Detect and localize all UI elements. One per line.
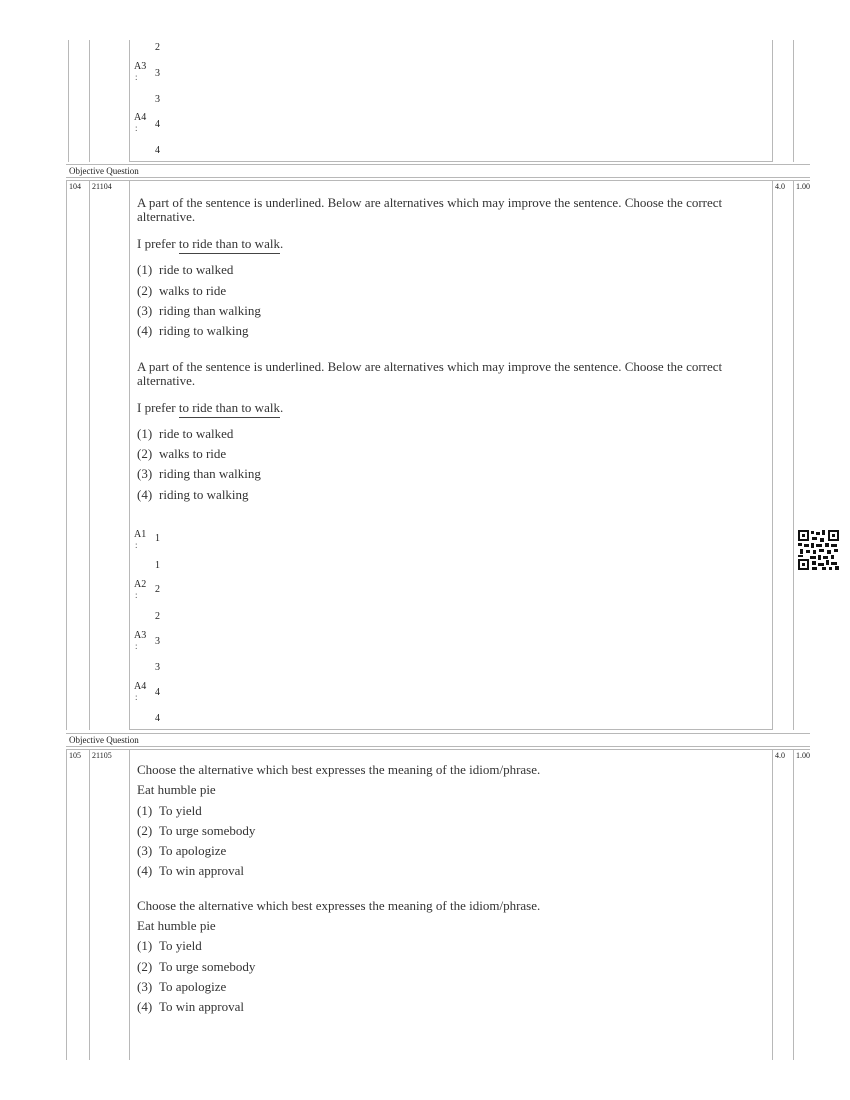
sentence-prefix: I prefer	[137, 400, 179, 415]
grid-line	[66, 180, 67, 730]
grid-line	[772, 749, 773, 1060]
question-sl-no: 105	[69, 751, 81, 760]
option	[137, 426, 233, 442]
option-text: ride to walked	[159, 426, 234, 441]
grid-line	[66, 733, 810, 734]
option-text: To yield	[159, 938, 202, 953]
option-number: (1)	[137, 262, 153, 277]
option-number: (3)	[137, 303, 153, 318]
grid-line	[793, 749, 794, 1060]
option	[137, 823, 255, 839]
option-text: To apologize	[159, 979, 227, 994]
idiom-phrase: Eat humble pie	[137, 782, 216, 797]
option-number: (3)	[137, 979, 153, 994]
grid-line	[89, 40, 90, 162]
answer-label: A3	[134, 61, 147, 72]
answer-colon: :	[135, 641, 138, 651]
option-text: riding than walking	[159, 466, 261, 481]
option	[137, 446, 226, 462]
answer-value: 4	[155, 713, 160, 724]
grid-line	[66, 749, 810, 750]
question-sentence	[137, 236, 283, 252]
option-text: riding to walking	[159, 487, 249, 502]
option-number: (1)	[137, 426, 153, 441]
qr-code	[798, 530, 839, 570]
option-text: To yield	[159, 803, 202, 818]
option-value: 4	[155, 687, 160, 698]
answer-label: A1	[134, 529, 147, 540]
grid-line	[129, 40, 130, 162]
question-sentence	[137, 400, 283, 416]
option	[137, 843, 226, 859]
option-text: walks to ride	[159, 283, 227, 298]
grid-line	[66, 749, 67, 1060]
grid-line	[66, 180, 810, 181]
grid-line	[89, 749, 90, 1060]
option-number: (4)	[137, 863, 153, 878]
grid-line	[129, 749, 130, 1060]
option-text: riding than walking	[159, 303, 261, 318]
option	[137, 303, 261, 319]
answer-value: 2	[155, 42, 160, 53]
option-number: (4)	[137, 323, 153, 338]
answer-label: A4	[134, 112, 147, 123]
option-number: (2)	[137, 446, 153, 461]
grid-line	[68, 40, 69, 162]
option	[137, 863, 244, 879]
option	[137, 262, 233, 278]
question-negative: 1.00	[796, 751, 810, 760]
question-stem: Choose the alternative which best expresses the meaning of the idiom/phrase.	[137, 898, 541, 913]
sentence-suffix: .	[279, 236, 284, 251]
option-text: riding to walking	[159, 323, 249, 338]
option-number: (3)	[137, 843, 153, 858]
grid-line	[129, 180, 130, 730]
sentence-suffix: .	[279, 400, 284, 415]
grid-line	[129, 161, 773, 162]
answer-value: 3	[155, 662, 160, 673]
option	[137, 803, 202, 819]
grid-line	[793, 40, 794, 162]
answer-value: 4	[155, 145, 160, 156]
option-number: (3)	[137, 466, 153, 481]
option-value: 3	[155, 68, 160, 79]
idiom-phrase: Eat humble pie	[137, 918, 216, 933]
question-stem: A part of the sentence is underlined. Below are alternatives which may improve the sentence. Choose the correct alternative.	[137, 195, 723, 224]
grid-line	[66, 746, 810, 747]
question-sl-no: 104	[69, 182, 81, 191]
option	[137, 487, 249, 503]
section-label: Objective Question	[69, 735, 139, 745]
answer-colon: :	[135, 692, 138, 702]
option-value: 1	[155, 533, 160, 544]
sentence-underlined: to ride than to walk	[179, 236, 280, 254]
grid-line	[129, 729, 773, 730]
option-number: (1)	[137, 938, 153, 953]
option	[137, 979, 226, 995]
option	[137, 323, 249, 339]
answer-label: A2	[134, 579, 147, 590]
answer-colon: :	[135, 72, 138, 82]
option-value: 3	[155, 636, 160, 647]
answer-colon: :	[135, 590, 138, 600]
option-text: To apologize	[159, 843, 227, 858]
grid-line	[66, 177, 810, 178]
option-number: (2)	[137, 823, 153, 838]
sentence-prefix: I prefer	[137, 236, 179, 251]
option-text: To urge somebody	[159, 823, 256, 838]
option-text: walks to ride	[159, 446, 227, 461]
option	[137, 283, 226, 299]
option-value: 2	[155, 584, 160, 595]
question-id: 21104	[92, 182, 112, 191]
option-number: (2)	[137, 959, 153, 974]
answer-label: A4	[134, 681, 147, 692]
option-value: 4	[155, 119, 160, 130]
grid-line	[66, 164, 810, 165]
answer-value: 3	[155, 94, 160, 105]
option-number: (1)	[137, 803, 153, 818]
question-marks: 4.0	[775, 182, 785, 191]
question-stem: A part of the sentence is underlined. Below are alternatives which may improve the sentence. Choose the correct alternative.	[137, 359, 723, 388]
question-stem: Choose the alternative which best expresses the meaning of the idiom/phrase.	[137, 762, 541, 777]
option-text: To urge somebody	[159, 959, 256, 974]
answer-colon: :	[135, 540, 138, 550]
option-number: (2)	[137, 283, 153, 298]
option-text: ride to walked	[159, 262, 234, 277]
answer-label: A3	[134, 630, 147, 641]
option-number: (4)	[137, 487, 153, 502]
answer-value: 2	[155, 611, 160, 622]
grid-line	[89, 180, 90, 730]
answer-value: 1	[155, 560, 160, 571]
option	[137, 959, 255, 975]
question-id: 21105	[92, 751, 112, 760]
grid-line	[772, 40, 773, 162]
option-text: To win approval	[159, 863, 245, 878]
option	[137, 466, 261, 482]
question-marks: 4.0	[775, 751, 785, 760]
question-negative: 1.00	[796, 182, 810, 191]
option-number: (4)	[137, 999, 153, 1014]
option	[137, 938, 202, 954]
section-label: Objective Question	[69, 166, 139, 176]
answer-colon: :	[135, 123, 138, 133]
option	[137, 999, 244, 1015]
grid-line	[772, 180, 773, 730]
option-text: To win approval	[159, 999, 245, 1014]
sentence-underlined: to ride than to walk	[179, 400, 280, 418]
grid-line	[793, 180, 794, 730]
